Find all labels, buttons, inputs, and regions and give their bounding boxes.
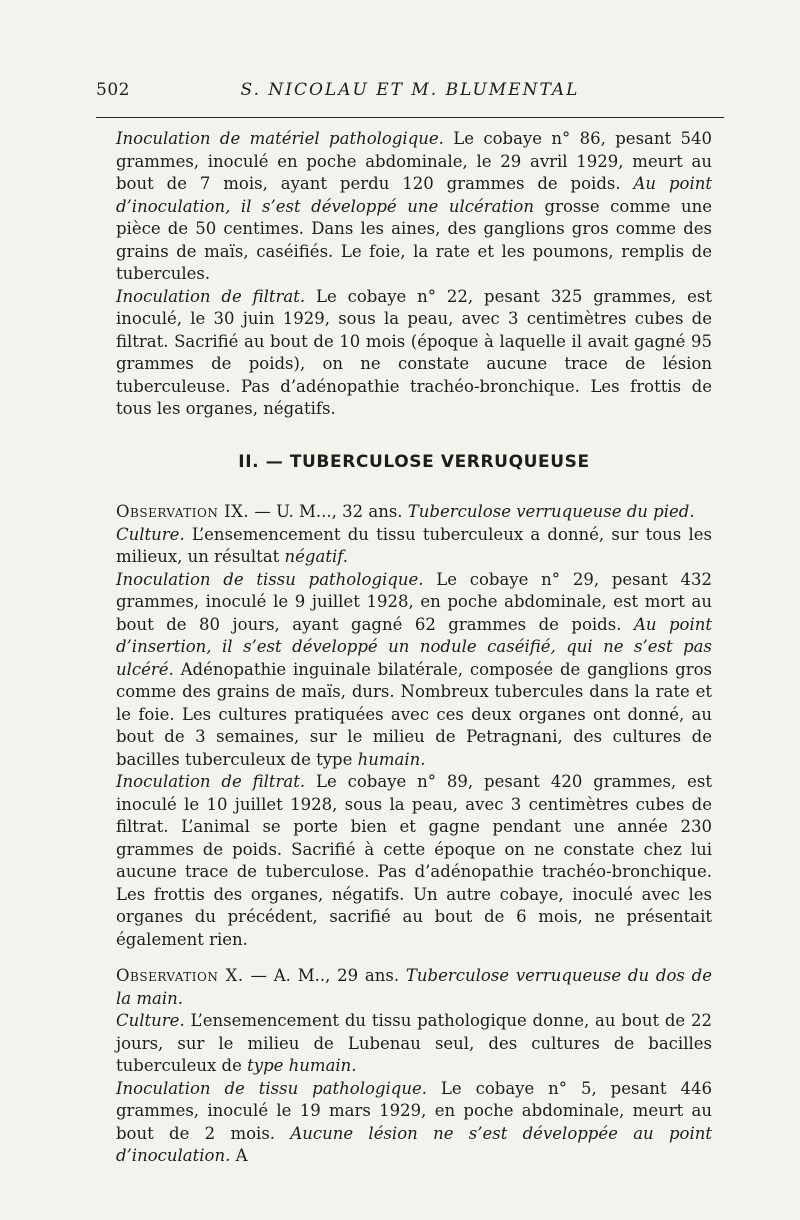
obs10-culture-paragraph: [116, 1010, 712, 1078]
emphasis-text: Au point d’insertion, il s’est développé un nodule caséifié, qui ne s’est pas ulcéré.: [116, 614, 712, 679]
paragraph-text: Adénopathie inguinale bilatérale, composée de ganglions gros comme des grains de maïs, durs. Nombreux tubercules dans la rate et le foie. Les cultures pratiquées avec ces deux organes ont donné, au bout de 3 semaines, sur le milieu de Petragnani, des cultures de bacilles tuberculeux de type: [116, 659, 712, 769]
section-heading: II. — TUBERCULOSE VERRUQUEUSE: [238, 451, 590, 472]
obs9-tissue-paragraph: [116, 569, 712, 772]
emphasis-text: humain.: [357, 749, 426, 769]
page-header: [96, 80, 724, 110]
observation-patient: — A. M.., 29 ans.: [243, 966, 406, 985]
spacer: [116, 951, 712, 965]
paragraph-text: grosse comme une pièce de 50 centimes. Dans les aines, des ganglions gros comme des grains de maïs, caséifiés. Le foie, la rate et les poumons, remplis de tubercules.: [116, 196, 712, 283]
paragraph-text: A: [230, 1146, 248, 1165]
paragraph-text: Le cobaye n° 89, pesant 420 grammes, est inoculé le 10 juillet 1928, sous la peau, avec 3 centimètres cubes de filtrat. L’animal se porte bien et gagne pendant une année 230 grammes de poids. Sacrifié à cette époque on ne constate chez lui aucune trace de tuberculose. Pas d’adénopathie trachéo-bronchique. Les frottis des organes, négatifs. Un autre cobaye, inoculé avec les organes du précédent, sacrifié au bout de 6 mois, ne présentait également rien.: [116, 772, 712, 949]
emphasis-text: type humain.: [247, 1056, 357, 1075]
paragraph-text: Le cobaye n° 5, pesant 446 grammes, inoculé le 19 mars 1929, en poche abdominale, meurt au bout de 2 mois.: [116, 1078, 712, 1143]
observation-label: Observation IX.: [116, 502, 250, 521]
paragraph-lead: Culture.: [116, 1011, 185, 1030]
paragraph-text: L’ensemencement du tissu tuberculeux a donné, sur tous les milieux, un résultat: [116, 524, 712, 566]
obs10-tissue-paragraph: [116, 1078, 712, 1168]
paragraph-inoculation-materiel: [116, 128, 712, 286]
emphasis-text: Au point d’inoculation, il s’est développé une ulcération: [116, 174, 712, 216]
paragraph-text: Le cobaye n° 86, pesant 540 grammes, inoculé en poche abdominale, le 29 avril 1929, meurt au bout de 7 mois, ayant perdu 120 grammes de poids.: [116, 129, 712, 193]
observation-diagnosis: Tuberculose verruqueuse du dos de la main.: [116, 966, 712, 1008]
emphasis-text: négatif.: [284, 547, 348, 566]
paragraph-lead: Inoculation de filtrat.: [116, 772, 306, 791]
observation-x-heading: [116, 965, 712, 1010]
paragraph-text: Le cobaye n° 22, pesant 325 grammes, est inoculé, le 30 juin 1929, sous la peau, avec 3 centimètres cubes de filtrat. Sacrifié au bout de 10 mois (époque à laquelle il avait gagné 95 grammes de poids), on ne constate aucune trace de lésion tuberculeuse. Pas d’adénopathie trachéo-bronchique. Les frottis de tous les organes, négatifs.: [116, 286, 712, 418]
paragraph-lead: Inoculation de filtrat.: [116, 286, 306, 306]
observation-label: Observation X.: [116, 966, 244, 985]
paragraph-lead: Inoculation de tissu pathologique.: [116, 569, 424, 589]
header-rule: [96, 117, 724, 118]
paragraph-lead: Inoculation de tissu pathologique.: [116, 1078, 427, 1098]
page-number: 502: [96, 80, 130, 100]
obs9-filtrat-paragraph: [116, 771, 712, 951]
running-title: S. NICOLAU ET M. BLUMENTAL: [240, 80, 580, 100]
page-body: [116, 128, 712, 1168]
observation-patient: — U. M..., 32 ans.: [249, 502, 408, 521]
paragraph-lead: Culture.: [116, 524, 185, 544]
paragraph-lead: Inoculation de matériel pathologique.: [116, 129, 444, 148]
paragraph-inoculation-filtrat: [116, 286, 712, 421]
observation-diagnosis: Tuberculose verruqueuse du pied.: [407, 502, 695, 521]
emphasis-text: Aucune lésion ne s’est développée au point d’inoculation.: [116, 1123, 712, 1165]
paragraph-text: Le cobaye n° 29, pesant 432 grammes, inoculé le 9 juillet 1928, en poche abdominale, est mort au bout de 80 jours, ayant gagné 62 grammes de poids.: [116, 569, 712, 634]
obs9-culture-paragraph: [116, 524, 712, 569]
observation-ix-heading: [116, 501, 712, 524]
paragraph-text: L’ensemencement du tissu pathologique donne, au bout de 22 jours, sur le milieu de Lubenau seul, des cultures de bacilles tuberculeux de: [116, 1011, 712, 1075]
